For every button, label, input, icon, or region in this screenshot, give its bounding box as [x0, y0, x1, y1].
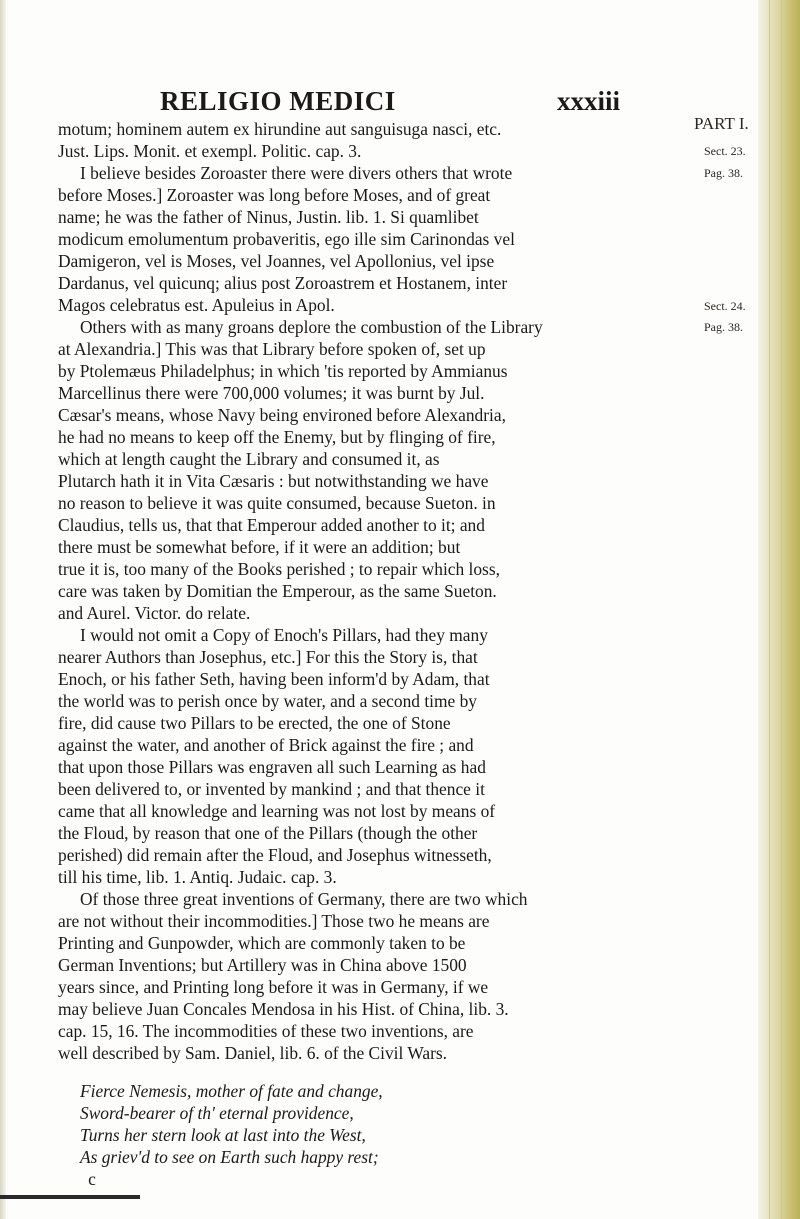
- text-line: and Aurel. Victor. do relate.: [58, 603, 251, 623]
- running-title: RELIGIO MEDICI: [160, 86, 396, 116]
- page-left-edge: [0, 0, 6, 1219]
- text-line: Printing and Gunpowder, which are commonly taken to be: [58, 933, 466, 953]
- text-line: which at length caught the Library and consumed it, as: [58, 449, 440, 469]
- text-line: nearer Authors than Josephus, etc.] For this the Story is, that: [58, 647, 478, 667]
- signature-mark: c: [88, 1169, 96, 1189]
- text-line: motum; hominem autem ex hirundine aut sanguisuga nasci, etc.: [58, 119, 502, 139]
- margin-sect: Sect. 23.: [704, 144, 746, 158]
- text-line: Marcellinus there were 700,000 volumes; it was burnt by Jul.: [58, 383, 485, 403]
- text-line: Enoch, or his father Seth, having been inform'd by Adam, that: [58, 669, 490, 689]
- text-line: cap. 15, 16. The incommodities of these two inventions, are: [58, 1021, 474, 1041]
- text-line: I would not omit a Copy of Enoch's Pillars, had they many: [80, 625, 488, 645]
- text-line: German Inventions; but Artillery was in China above 1500: [58, 955, 467, 975]
- text-line: perished) did remain after the Floud, and Josephus witnesseth,: [58, 845, 492, 865]
- text-line: the world was to perish once by water, and a second time by: [58, 691, 477, 711]
- text-line: he had no means to keep off the Enemy, but by flinging of fire,: [58, 427, 496, 447]
- text-line: are not without their incommodities.] Those two he means are: [58, 911, 490, 931]
- text-line: the Floud, by reason that one of the Pillars (though the other: [58, 823, 478, 843]
- text-line: that upon those Pillars was engraven all such Learning as had: [58, 757, 486, 777]
- margin-pag: Pag. 38.: [704, 320, 743, 334]
- text-line: Damigeron, vel is Moses, vel Joannes, vel Apollonius, vel ipse: [58, 251, 495, 271]
- text-line: there must be somewhat before, if it were an addition; but: [58, 537, 461, 557]
- text-line: till his time, lib. 1. Antiq. Judaic. cap. 3.: [58, 867, 337, 887]
- edge-line: [781, 0, 782, 1219]
- edge-line: [769, 0, 770, 1219]
- text-line: I believe besides Zoroaster there were divers others that wrote: [80, 163, 513, 183]
- margin-sect: Sect. 24.: [704, 299, 746, 313]
- text-line: may believe Juan Concales Mendosa in his Hist. of China, lib. 3.: [58, 999, 509, 1019]
- text-line: care was taken by Domitian the Emperour, as the same Sueton.: [58, 581, 497, 601]
- page-edge-strip: [758, 0, 800, 1219]
- text-line: years since, and Printing long before it was in Germany, if we: [58, 977, 489, 997]
- margin-part: PART I.: [694, 114, 749, 133]
- text-line: well described by Sam. Daniel, lib. 6. of the Civil Wars.: [58, 1043, 448, 1063]
- verse-line: Fierce Nemesis, mother of fate and change,: [80, 1081, 383, 1101]
- text-line: Dardanus, vel quicunq; alius post Zoroastrem et Hostanem, inter: [58, 273, 508, 293]
- text-line: Just. Lips. Monit. et exempl. Politic. cap. 3.: [58, 141, 362, 161]
- text-line: been delivered to, or invented by mankind ; and that thence it: [58, 779, 485, 799]
- text-line: before Moses.] Zoroaster was long before Moses, and of great: [58, 185, 491, 205]
- text-line: fire, did cause two Pillars to be erected, the one of Stone: [58, 713, 451, 733]
- text-line: Cæsar's means, whose Navy being environed before Alexandria,: [58, 405, 506, 425]
- text-line: Plutarch hath it in Vita Cæsaris : but notwithstanding we have: [58, 471, 489, 491]
- text-line: Claudius, tells us, that that Emperour added another to it; and: [58, 515, 485, 535]
- verse-line: Sword-bearer of th' eternal providence,: [80, 1103, 354, 1123]
- text-line: Others with as many groans deplore the combustion of the Library: [80, 317, 543, 337]
- margin-pag: Pag. 38.: [704, 166, 743, 180]
- text-line: name; he was the father of Ninus, Justin. lib. 1. Si quamlibet: [58, 207, 479, 227]
- text-line: Magos celebratus est. Apuleius in Apol.: [58, 295, 335, 315]
- page-number: xxxiii: [556, 86, 620, 116]
- verse-line: As griev'd to see on Earth such happy rest;: [80, 1147, 379, 1167]
- running-header: [160, 86, 620, 122]
- text-line: no reason to believe it was quite consumed, because Sueton. in: [58, 493, 496, 513]
- bottom-shadow-bar: [0, 1195, 140, 1199]
- text-line: at Alexandria.] This was that Library before spoken of, set up: [58, 339, 486, 359]
- text-line: came that all knowledge and learning was not lost by means of: [58, 801, 496, 821]
- text-line: Of those three great inventions of Germany, there are two which: [80, 889, 528, 909]
- text-line: modicum emolumentum probaveritis, ego ille sim Carinondas vel: [58, 229, 515, 249]
- text-line: by Ptolemæus Philadelphus; in which 'tis reported by Ammianus: [58, 361, 508, 381]
- text-line: true it is, too many of the Books perished ; to repair which loss,: [58, 559, 500, 579]
- verse-line: Turns her stern look at last into the West,: [80, 1125, 366, 1145]
- text-line: against the water, and another of Brick against the fire ; and: [58, 735, 474, 755]
